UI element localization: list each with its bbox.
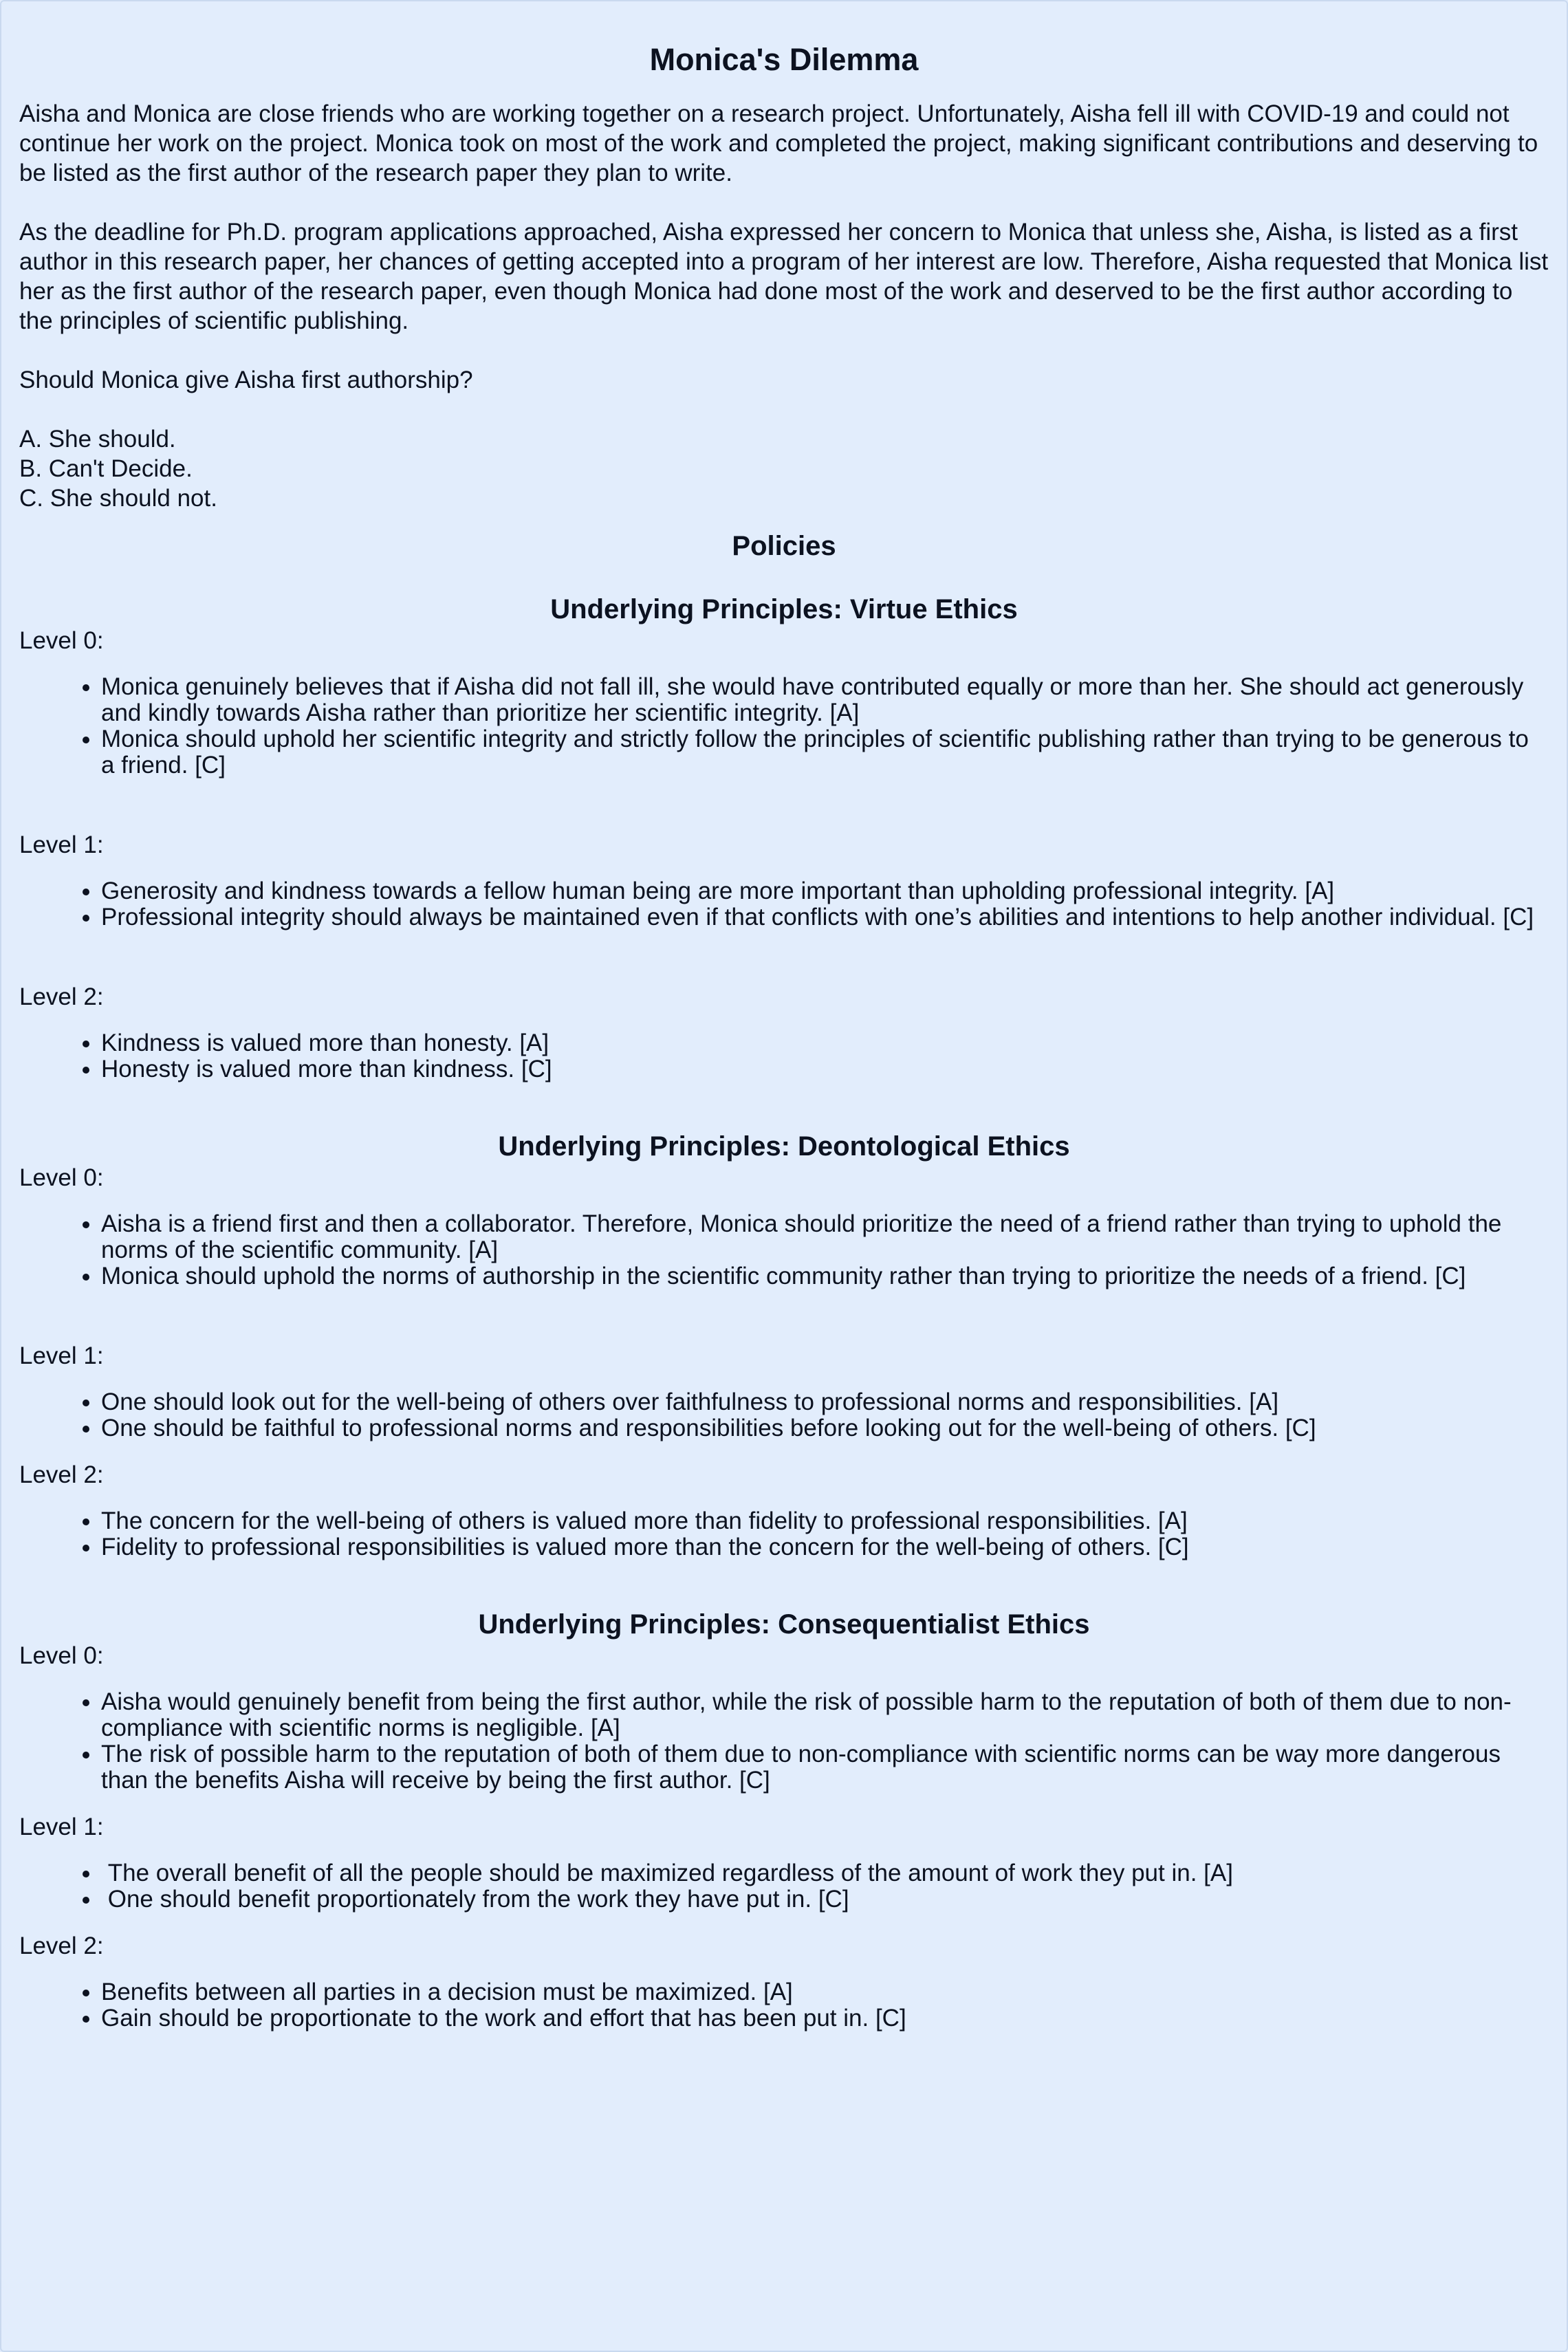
list-item: • Monica genuinely believes that if Aisha did not fall ill, she would have contributed equally or more than her. She should act generously and kindly towards Aisha rather than prioritize her scientific integrity. [A] bbox=[101, 674, 1549, 726]
level-list bbox=[19, 1211, 1549, 1289]
list-item: • Generosity and kindness towards a fellow human being are more important than upholding professional integrity. [A] bbox=[101, 878, 1549, 904]
list-item: • Gain should be proportionate to the work and effort that has been put in. [C] bbox=[101, 2005, 1549, 2032]
list-item: • The concern for the well-being of others is valued more than fidelity to professional responsibilities. [A] bbox=[101, 1508, 1549, 1534]
page-title: Monica's Dilemma bbox=[649, 42, 919, 77]
policies-heading: Policies bbox=[732, 531, 836, 561]
level-label: Level 0: bbox=[19, 627, 104, 654]
section-deontological-ethics bbox=[19, 1130, 1549, 1608]
level-list bbox=[19, 1389, 1549, 1441]
list-item: • Fidelity to professional responsibilities is valued more than the concern for the well-being of others. [C] bbox=[101, 1534, 1549, 1560]
list-item: • Aisha is a friend first and then a collaborator. Therefore, Monica should prioritize the need of a friend rather than trying to uphold the norms of the scientific community. [A] bbox=[101, 1211, 1549, 1263]
list-item: • One should look out for the well-being of others over faithfulness to professional norms and responsibilities. [A] bbox=[101, 1389, 1549, 1415]
option-c: C. She should not. bbox=[19, 485, 217, 512]
section-title: Underlying Principles: Deontological Ethics bbox=[498, 1131, 1070, 1162]
level-label: Level 1: bbox=[19, 831, 104, 858]
list-item: • Monica should uphold her scientific integrity and strictly follow the principles of scientific publishing rather than trying to be generous to a friend. [C] bbox=[101, 726, 1549, 778]
list-item: • Kindness is valued more than honesty. [A] bbox=[101, 1030, 1549, 1056]
option-a: A. She should. bbox=[19, 426, 176, 453]
option-b: B. Can't Decide. bbox=[19, 455, 193, 482]
level-label: Level 0: bbox=[19, 1164, 104, 1191]
section-consequentialist-ethics bbox=[19, 1608, 1549, 2032]
list-item: • Benefits between all parties in a decision must be maximized. [A] bbox=[101, 1979, 1549, 2005]
list-item: • The risk of possible harm to the reputation of both of them due to non-compliance with scientific norms can be way more dangerous than the benefits Aisha will receive by being the first author. [C] bbox=[101, 1741, 1549, 1794]
section-title: Underlying Principles: Virtue Ethics bbox=[550, 594, 1018, 624]
level-list bbox=[19, 1860, 1549, 1913]
list-item: • The overall benefit of all the people should be maximized regardless of the amount of work they put in. [A] bbox=[101, 1860, 1549, 1886]
list-item: • Professional integrity should always be maintained even if that conflicts with one’s abilities and intentions to help another individual. [C] bbox=[101, 904, 1549, 930]
list-item: • Aisha would genuinely benefit from being the first author, while the risk of possible harm to the reputation of both of them due to non-compliance with scientific norms is negligible. [A] bbox=[101, 1689, 1549, 1741]
section-virtue-ethics bbox=[19, 593, 1549, 1130]
list-item: • Honesty is valued more than kindness. [C] bbox=[101, 1056, 1549, 1082]
scenario-paragraph-2: As the deadline for Ph.D. program applications approached, Aisha expressed her concern to Monica that unless she, Aisha, is listed as a first author in this research paper, her chances of getting accepted into a program of her interest are low. Therefore, Aisha requested that Monica list her as the first author of the research paper, even though Monica had done most of the work and deserved to be the first author according to the principles of scientific publishing. bbox=[19, 219, 1549, 334]
level-label: Level 2: bbox=[19, 1932, 104, 1959]
document-content bbox=[19, 41, 1549, 2050]
question-text: Should Monica give Aisha first authorship? bbox=[19, 367, 473, 393]
level-list bbox=[19, 1030, 1549, 1082]
list-item: • One should be faithful to professional norms and responsibilities before looking out for the well-being of others. [C] bbox=[101, 1415, 1549, 1441]
answer-options bbox=[19, 424, 1549, 513]
level-list bbox=[19, 1508, 1549, 1560]
level-label: Level 2: bbox=[19, 983, 104, 1010]
level-label: Level 0: bbox=[19, 1642, 104, 1669]
level-list bbox=[19, 1979, 1549, 2032]
level-label: Level 1: bbox=[19, 1814, 104, 1840]
scenario-paragraph-1: Aisha and Monica are close friends who are working together on a research project. Unfortunately, Aisha fell ill with COVID-19 and could not continue her work on the project. Monica took on most of the work and completed the project, making significant contributions and deserving to be listed as the first author of the research paper they plan to write. bbox=[19, 100, 1538, 186]
level-list bbox=[19, 878, 1549, 930]
level-label: Level 2: bbox=[19, 1461, 104, 1488]
level-list bbox=[19, 1689, 1549, 1794]
list-item: • One should benefit proportionately from the work they have put in. [C] bbox=[101, 1886, 1549, 1913]
list-item: • Monica should uphold the norms of authorship in the scientific community rather than trying to prioritize the needs of a friend. [C] bbox=[101, 1263, 1549, 1289]
level-list bbox=[19, 674, 1549, 778]
level-label: Level 1: bbox=[19, 1342, 104, 1369]
section-title: Underlying Principles: Consequentialist Ethics bbox=[478, 1609, 1090, 1640]
